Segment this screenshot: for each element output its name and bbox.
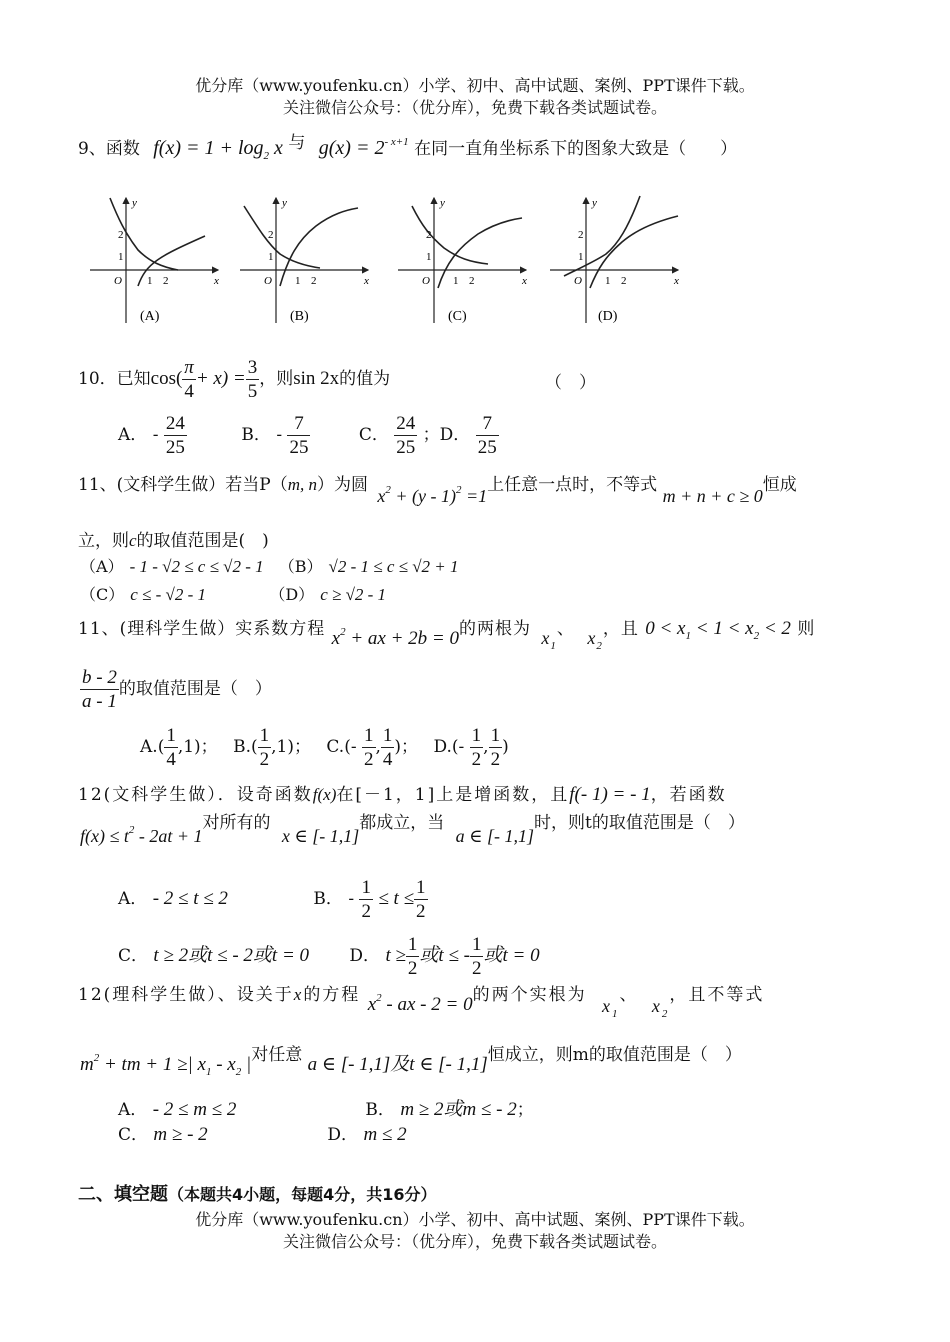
q12l-opt-d: D． m ≤ 2 (327, 1124, 407, 1145)
q11w-options-ab: （A） - 1 - √2 ≤ c ≤ √2 - 1 （B） √2 - 1 ≤ c ≤ √2 + 1 (80, 557, 459, 576)
graph-d-label: (D) (598, 309, 618, 324)
q11l-opt-b: B.( $\frac{1}{2}$ ,1)； (233, 725, 311, 770)
q11l-condition: $0 < x_1 < 1 < x_2 < 2$ (645, 618, 791, 642)
q10-options (118, 412, 499, 459)
q12w-options-cd (118, 933, 540, 980)
q9-g-expr: $g(x) = 2^{- x+1}$ (318, 136, 409, 159)
q12w-opt-d: D． t ≥ $\frac{1}{2}$ 或t ≤ - $\frac{1}{2}$ 或t = 0 (349, 934, 540, 979)
graph-d-y1: 1 (578, 251, 584, 263)
graph-d-x2: 2 (621, 275, 627, 287)
q11l-options (140, 724, 509, 771)
q10-opt-a: A． - $\frac{24}{25}$ (118, 413, 185, 458)
q9-graphs (80, 188, 700, 333)
footer-line-1: 优分库（www.youfenku.cn）小学、初中、高中试题、案例、PPT课件下载。 (195, 1210, 755, 1229)
q9-suffix: 在同一直角坐标系下的图象大致是（ ） (414, 139, 738, 159)
q11w-opt-d: c ≥ √2 - 1 (320, 585, 387, 604)
graph-b-y2: 2 (268, 229, 274, 241)
q12w-options-ab (118, 876, 428, 923)
header-line-1: 优分库（www.youfenku.cn）小学、初中、高中试题、案例、PPT课件下载。 (195, 76, 755, 95)
q11l-opt-c: C.(- $\frac{1}{2}$ , $\frac{1}{4}$ )； (326, 725, 419, 770)
graph-a-x-label: x (214, 275, 219, 287)
q12l-line-2: $m^2$ + tm + 1 ≥| $x_1 - x_2$ |对任意 a ∈ [- 1,1]及t ∈ [- 1,1]恒成立，则m的取值范围是（ ） (80, 1045, 742, 1078)
graph-b (240, 197, 369, 324)
graph-a-y2: 2 (118, 229, 124, 241)
q11w-opt-c: c ≤ - √2 - 1 (130, 585, 207, 604)
q10-opt-d: ；D． $\frac{7}{25}$ (422, 413, 497, 458)
section-2-title: 二、填空题 (78, 1184, 168, 1205)
header-line-2: 关注微信公众号：（优分库），免费下载各类试题试卷。 (282, 98, 667, 117)
section-2-heading (78, 1180, 437, 1206)
q12l-opt-c: C． m ≥ - 2 (118, 1124, 208, 1145)
q10-opt-b: B． - $\frac{7}{25}$ (241, 413, 309, 458)
graph-a-x2: 2 (163, 275, 169, 287)
question-12-wen: 12(文科学生做）．设奇函数f(x)在[－1，1]上是增函数，且f(- 1) = - 1，若函数 (78, 784, 727, 805)
q12w-opt-b: B． - $\frac{1}{2}$ ≤ t ≤ $\frac{1}{2}$ (313, 877, 426, 922)
q9-f-expr: $f(x) = 1 + \log_2 x$ (153, 137, 283, 162)
question-12-li: 12(理科学生做）、设关于x的方程 $x^2$ - ax - 2 = 0的两个实根为 $x_1$、 $x_2$，且不等式 (78, 985, 765, 1020)
graph-c-x2: 2 (469, 275, 475, 287)
graph-a-x1: 1 (147, 275, 153, 287)
graph-c-label: (C) (448, 309, 467, 324)
q11l-x2: $x_2$ (587, 628, 603, 652)
graph-b-y-label: y (282, 197, 287, 209)
graph-b-origin: O (264, 275, 272, 287)
q12l-opt-a: A． - 2 ≤ m ≤ 2 (118, 1099, 237, 1120)
graph-b-x-label: x (364, 275, 369, 287)
q11w-inequality: m + n + c ≥ 0 (662, 486, 763, 506)
question-11-wen: 11、(文科学生做）若当P（m, n）为圆 $x^2 + (y - 1)^2 =1$上任意一点时，不等式 m + n + c ≥ 0恒成 (78, 475, 797, 506)
graph-c-x1: 1 (453, 275, 459, 287)
q11w-line-2: 立，则c的取值范围是( ) (78, 531, 269, 551)
graph-c (398, 197, 527, 324)
q11w-opt-a: - 1 - √2 ≤ c ≤ √2 - 1 (129, 557, 264, 576)
graph-b-y1: 1 (268, 251, 274, 263)
graph-d-x1: 1 (605, 275, 611, 287)
graph-a-origin: O (114, 275, 122, 287)
graph-b-x2: 2 (311, 275, 317, 287)
question-11-li: 11、(理科学生做）实系数方程 $x^2$ + ax + 2b = 0的两根为 $x_1$、 $x_2$，且 $0 < x_1 < 1 < x_2 < 2$ 则 (78, 618, 816, 652)
graph-a-y1: 1 (118, 251, 124, 263)
graph-c-y2: 2 (426, 229, 432, 241)
q12w-opt-c: C． t ≥ 2或t ≤ - 2或t = 0 (118, 945, 310, 966)
q12w-line-2: $f(x) \le t^2 - 2at + 1$对所有的 x ∈ [- 1,1]都成立，当 a ∈ [- 1,1]时，则t的取值范围是（ ） (80, 813, 745, 846)
q11l-line-2: $\frac{b - 2}{a - 1}$ 的取值范围是（ ） (82, 667, 272, 712)
graph-d (550, 196, 679, 324)
q12w-inequality: $f(x) \le t^2 - 2at + 1$ (80, 824, 203, 846)
q12l-opt-b: B． m ≥ 2或m ≤ - 2； (365, 1099, 534, 1120)
section-2-detail: （本题共4小题，每题4分，共16分） (168, 1185, 437, 1204)
q11l-x1: $x_1$ (541, 628, 557, 652)
graph-b-label: (B) (290, 309, 309, 324)
graph-a-label: (A) (140, 309, 160, 324)
q10-prefix: 10．已知 (78, 369, 151, 389)
q10-paren: （ ） (545, 373, 596, 393)
graph-b-x1: 1 (295, 275, 301, 287)
q12l-inequality: $m^2$ + tm + 1 ≥| $x_1 - x_2$ | (80, 1052, 252, 1078)
q12w-opt-a: A． - 2 ≤ t ≤ 2 (118, 888, 228, 909)
q11w-circle: $x^2 + (y - 1)^2 =1$ (377, 484, 488, 506)
graph-c-y1: 1 (426, 251, 432, 263)
footer-line-2: 关注微信公众号：（优分库），免费下载各类试题试卷。 (282, 1232, 667, 1251)
question-9 (78, 128, 737, 162)
graph-c-origin: O (422, 275, 430, 287)
graph-c-y-label: y (440, 197, 445, 209)
q9-joiner: 与 (288, 133, 306, 153)
q12l-equation: $x^2$ - ax - 2 = 0 (367, 992, 473, 1015)
graph-d-y-label: y (592, 197, 597, 209)
q12l-options-cd (118, 1120, 407, 1146)
graph-d-y2: 2 (578, 229, 584, 241)
graph-d-x-label: x (674, 275, 679, 287)
graph-a-y-label: y (132, 197, 137, 209)
q12l-options-ab (118, 1094, 534, 1121)
q11l-equation: $x^2$ + ax + 2b = 0 (331, 626, 460, 649)
graph-d-origin: O (574, 275, 582, 287)
graph-a (90, 197, 219, 324)
q11l-opt-d: D.(- $\frac{1}{2}$ , $\frac{1}{2}$ ) (433, 725, 509, 770)
graph-c-x-label: x (522, 275, 527, 287)
q11w-options-cd: （C） c ≤ - √2 - 1 （D） c ≥ √2 - 1 (80, 585, 387, 604)
q11w-opt-b: √2 - 1 ≤ c ≤ √2 + 1 (328, 557, 459, 576)
q10-opt-c: C． $\frac{24}{25}$ (358, 413, 416, 458)
q9-prefix: 9、函数 (78, 139, 140, 159)
question-10: 10．已知cos( $\frac{\pi}{4}$ + x) = $\frac{3}{5}$ ，则sin 2x的值为 (78, 357, 391, 402)
q11l-opt-a: A.( $\frac{1}{4}$ ,1)； (140, 725, 218, 770)
